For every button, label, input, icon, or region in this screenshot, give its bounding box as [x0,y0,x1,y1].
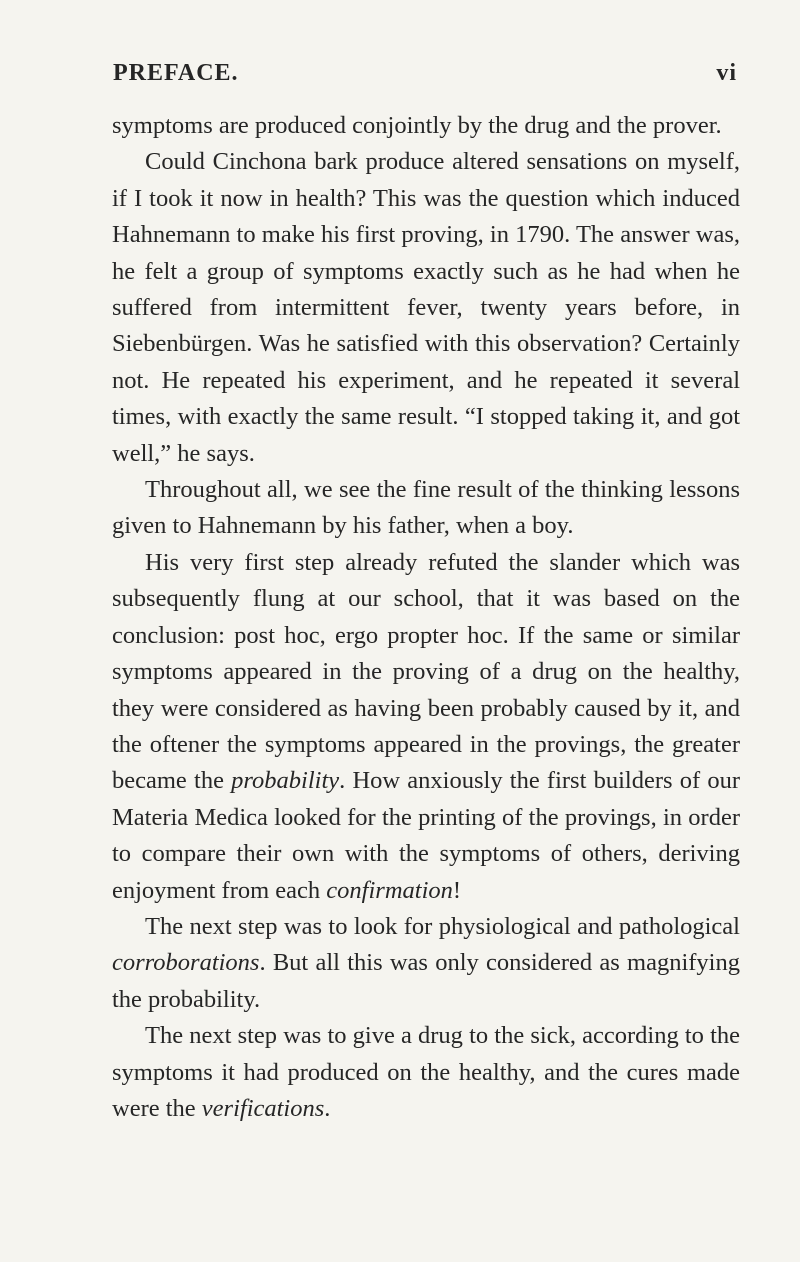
italic-text-run: verifications [201,1094,325,1122]
text-run: The next step was to look for physiological and pathological [145,912,740,940]
text-run: The next step was to give a drug to the sick, according to the symptoms it had produced on the healthy, and the cures made were the [112,1022,740,1122]
body-text [112,108,740,1127]
paragraph [112,545,740,909]
text-run: Throughout all, we see the fine result of the thinking lessons given to Hahnemann by his father, when a boy. [112,476,740,540]
running-head [113,56,737,90]
paragraph [112,108,740,144]
italic-text-run: confirmation [326,876,453,904]
text-run: symptoms are produced conjointly by the drug and the prover. [112,112,722,139]
text-run: ! [452,876,462,904]
text-run: Could Cinchona bark produce altered sensations on myself, if I took it now in health? This was the question which induced Hahnemann to make his first proving, in 1790. The answer was, he felt a group of symptoms exactly such as he had when he suffered from intermittent fever, twenty years before, in Siebenbürgen. Was he satisfied with this observation? Certainly not. He repeated his experiment, and he repeated it several times, with exactly the same result. “I stopped taking it, and got well,” he says. [112,148,740,467]
running-head-title: PREFACE. [113,60,239,86]
page-number: vi [716,60,737,86]
text-run: . [324,1094,331,1122]
paragraph [112,472,740,545]
text-run: His very first step already refuted the slander which was subsequently flung at our school, that it was based on the conclusion: post hoc, ergo propter hoc. If the same or similar symptoms appeared in the proving of a drug on the healthy, they were considered as having been probably caused by it, and the oftener the symptoms appeared in the provings, the greater became the [112,548,740,795]
italic-text-run: probability [231,767,340,795]
text-run: . But all this was only considered as magnifying the probability. [112,949,740,1013]
paragraph [112,1018,740,1127]
text-run: . How anxiously the first builders of our Materia Medica looked for the printing of the provings, in order to compare their own with the symptoms of others, deriving enjoyment from each [112,767,740,904]
paragraph [112,144,740,472]
italic-text-run: corroborations [112,949,260,977]
paragraph [112,909,740,1018]
